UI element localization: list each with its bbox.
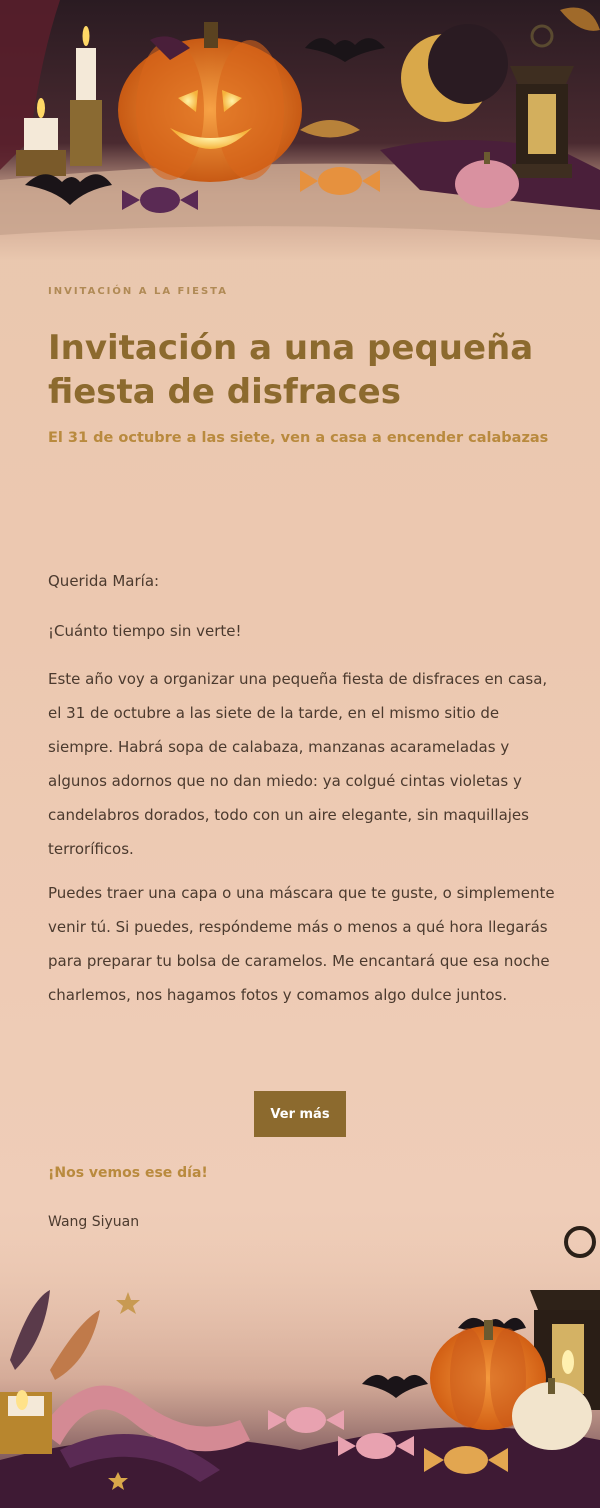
invitation-title: Invitación a una pequeña fiesta de disfraces xyxy=(48,328,534,412)
paragraph-opening: ¡Cuánto tiempo sin verte! xyxy=(48,622,242,640)
closing-line: ¡Nos vemos ese día! xyxy=(48,1165,208,1181)
candle-icon xyxy=(0,1390,52,1454)
eyebrow-label: INVITACIÓN A LA FIESTA xyxy=(48,286,228,297)
footer-illustration xyxy=(0,1220,600,1508)
header-illustration xyxy=(0,0,600,260)
paragraph-request: Puedes traer una capa o una máscara que te guste, o simplemente venir tú. Si puedes, respóndeme más o menos a qué hora llegarás para preparar tu bolsa de caramelos. Me encantará que esa noche charlemos, nos hagamos fotos y comamos algo dulce juntos. xyxy=(48,884,555,1004)
greeting: Querida María: xyxy=(48,572,160,590)
paragraph-details: Este año voy a organizar una pequeña fiesta de disfraces en casa, el 31 de octubre a las siete de la tarde, en el mismo sitio de siempre. Habrá sopa de calabaza, manzanas acarameladas y algunos adornos que no dan miedo: ya colgué cintas violetas y candelabros dorados, todo con un aire elegante, sin maquillajes terroríficos. xyxy=(48,670,548,858)
invitation-subtitle: El 31 de octubre a las siete, ven a casa a encender calabazas xyxy=(48,430,549,446)
see-more-button[interactable]: Ver más xyxy=(254,1091,346,1137)
